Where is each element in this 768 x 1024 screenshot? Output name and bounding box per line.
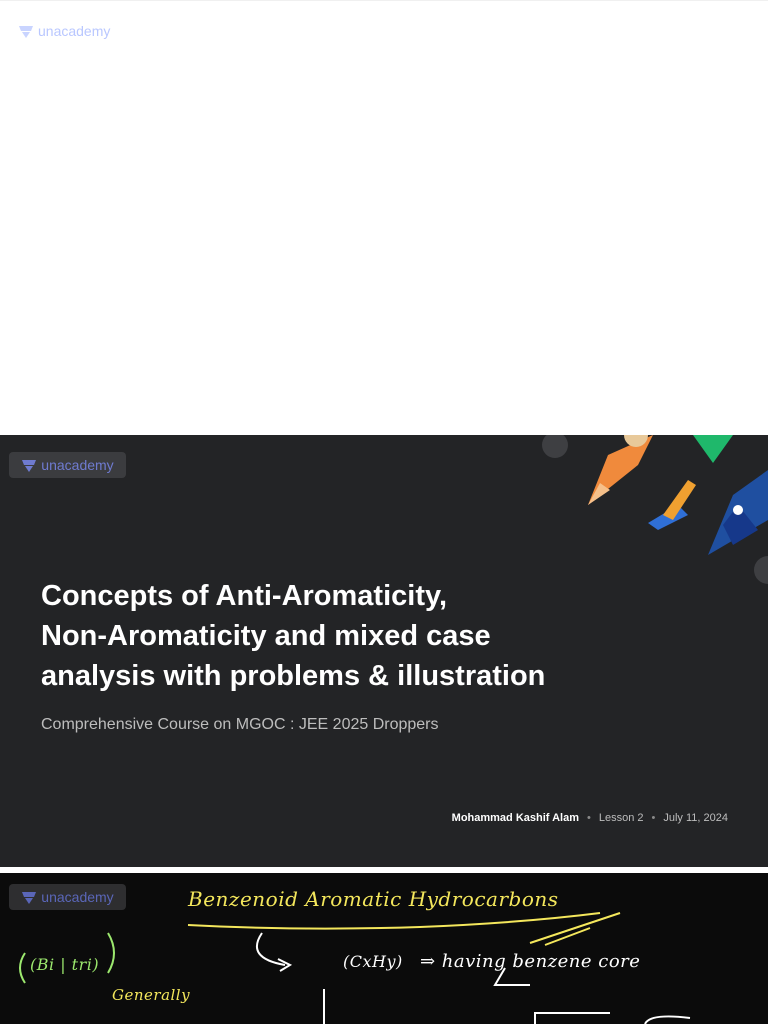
course-subtitle: Comprehensive Course on MGOC : JEE 2025 Droppers: [41, 716, 439, 733]
blackboard-slide: [0, 873, 768, 1024]
lesson-number: Lesson 2: [598, 812, 644, 824]
board-generally: Generally: [112, 986, 191, 1004]
slide-title: Concepts of Anti-Aromaticity, Non-Aromaticity and mixed case analysis with problems & illustration: [41, 580, 546, 692]
brand-name: unacademy: [38, 23, 111, 39]
brand-name: unacademy: [41, 889, 114, 905]
lesson-date: July 11, 2024: [663, 812, 728, 824]
brand-name: unacademy: [41, 457, 114, 473]
brand-logo: [18, 23, 110, 39]
decorative-pens-illustration: [528, 435, 768, 595]
title-slide: [0, 435, 768, 867]
meta-separator: •: [651, 812, 656, 824]
lesson-meta: [452, 812, 728, 824]
author-name: Mohammad Kashif Alam: [451, 812, 579, 824]
board-formula: (CxHy): [343, 952, 403, 971]
board-bitri: (Bi | tri): [30, 955, 100, 974]
board-heading: Benzenoid Aromatic Hydrocarbons: [188, 887, 559, 911]
blank-slide: [0, 0, 768, 435]
brand-badge: [9, 452, 126, 478]
unacademy-logo-icon: [21, 457, 37, 473]
unacademy-logo-icon: [18, 23, 34, 39]
board-having-text: ⇒ having benzene core: [420, 951, 641, 972]
meta-separator: •: [587, 812, 591, 824]
